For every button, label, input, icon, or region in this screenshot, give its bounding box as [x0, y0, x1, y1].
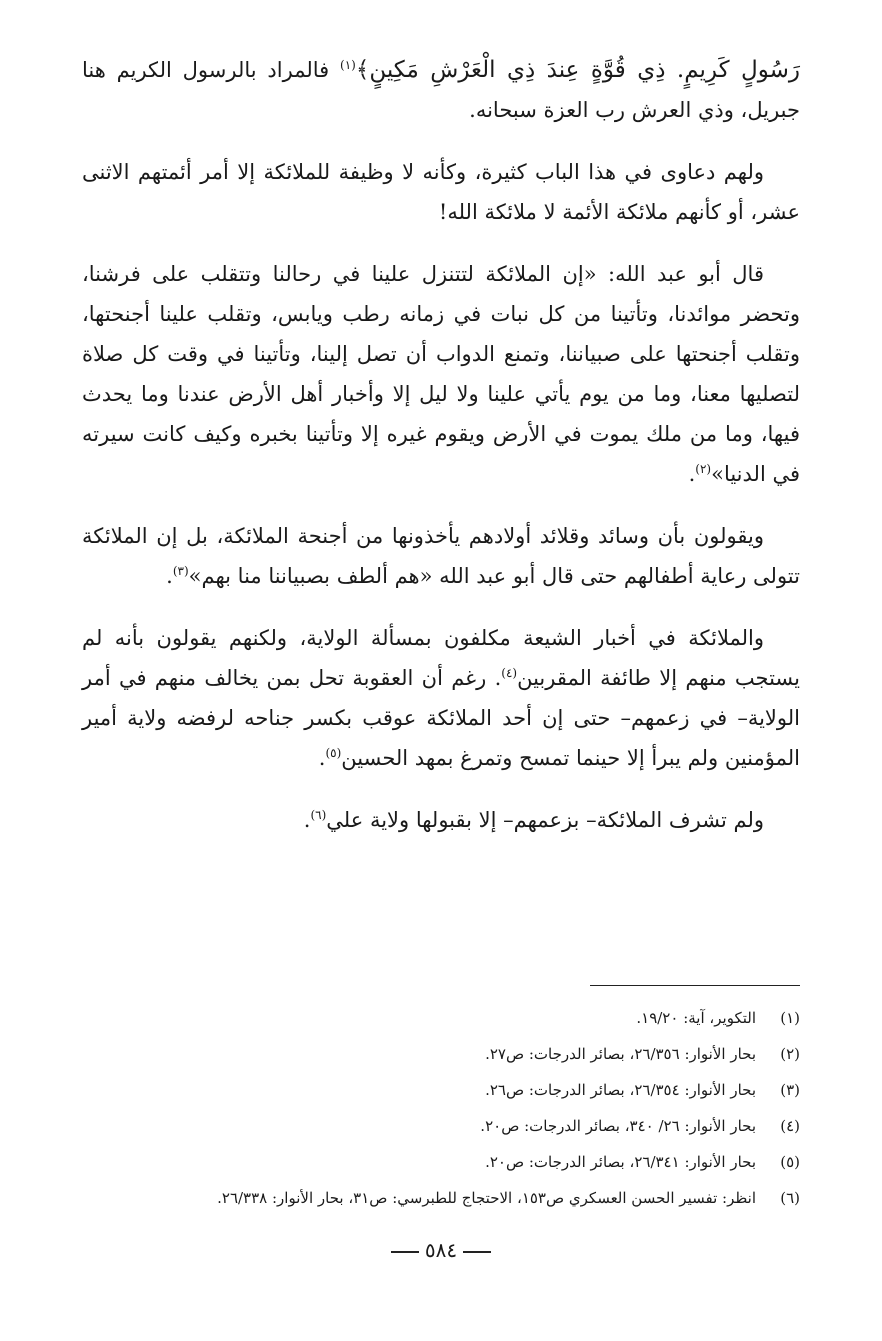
footnote-number: (٤)	[780, 1117, 800, 1135]
paragraph-4-end: .	[166, 564, 173, 588]
footnote-number: (٥)	[780, 1153, 800, 1171]
paragraph-2: ولهم دعاوى في هذا الباب كثيرة، وكأنه لا وظيفة للملائكة إلا أمر أئمتهم الاثنى عشر، أو كأنهم ملائكة الأئمة لا ملائكة الله!	[82, 160, 800, 224]
page-number-value: ٥٨٤	[424, 1238, 458, 1262]
paragraph-6	[82, 800, 800, 840]
footnote-number: (٦)	[780, 1189, 800, 1207]
footnote-6	[82, 1180, 800, 1216]
footnote-text: بحار الأنوار: ٢٦/٣٥٦، بصائر الدرجات: ص٢٧.	[485, 1045, 756, 1063]
footnote-text: انظر: تفسير الحسن العسكري ص١٥٣، الاحتجاج للطبرسي: ص٣١، بحار الأنوار: ٢٦/٣٣٨.	[217, 1189, 756, 1207]
paragraph-6-end: .	[303, 808, 311, 832]
page-number-dash-left	[391, 1251, 419, 1253]
paragraph-4-text: ويقولون بأن وسائد وقلائد أولادهم يأخذونها من أجنحة الملائكة، بل إن الملائكة تتولى رعاية أطفالهم حتى قال أبو عبد الله «هم ألطف بصبياننا منا بهم»	[82, 524, 800, 588]
paragraph-3	[82, 254, 800, 494]
paragraph-3-end: .	[688, 462, 696, 486]
paragraph-5-text-a: والملائكة في أخبار الشيعة مكلفون بمسألة الولاية، ولكنهم يقولون بأنه لم يستجب منهم إلا طائفة المقربين	[82, 626, 800, 690]
footnote-ref-4: (٤)	[501, 666, 518, 680]
paragraph-6-text: ولم تشرف الملائكة– بزعمهم– إلا بقبولها ولاية علي	[326, 808, 764, 832]
footnotes	[82, 1000, 800, 1216]
footnote-4	[82, 1108, 800, 1144]
paragraph-5-end: .	[318, 746, 326, 770]
footnote-separator	[590, 985, 800, 986]
footnote-number: (٣)	[780, 1081, 800, 1099]
footnote-3	[82, 1072, 800, 1108]
footnote-number: (١)	[780, 1009, 800, 1027]
page-number-dash-right	[463, 1251, 491, 1253]
page-number	[0, 1238, 882, 1262]
paragraph-5-text-b: . رغم أن العقوبة تحل بمن يخالف منهم في أمر الولاية– في زعمهم– حتى إن أحد الملائكة عوقب بكسر جناحه لرفضه ولاية أمير المؤمنين ولم يبرأ إلا حينما تمسح وتمرغ بمهد الحسين	[82, 666, 800, 770]
footnote-text: بحار الأنوار: ٢٦/٣٥٤، بصائر الدرجات: ص٢٦.	[485, 1081, 756, 1099]
footnote-ref-3: (٣)	[172, 564, 189, 578]
paragraph-1-text: فالمراد بالرسول الكريم هنا جبريل، وذي العرش رب العزة سبحانه.	[82, 58, 800, 122]
footnote-text: التكوير، آية: ١٩/٢٠.	[636, 1009, 756, 1027]
paragraph-3-text: قال أبو عبد الله: «إن الملائكة لتتنزل علينا في رحالنا وتتقلب على فرشنا، وتحضر موائدنا، وتأتينا من كل نبات في زمانه رطب ويابس، وتقلب علينا أجنحتها، وتقلب أجنحتها على صبياننا، وتمنع الدواب أن تصل إلينا، وتأتينا في وقت كل صلاة لتصليها معنا، وما من يوم يأتي علينا ولا ليل إلا وأخبار أهل الأرض عندنا وما يحدث فيها، وما من ملك يموت في الأرض ويقوم غيره إلا وتأتينا بخبره وكيف كانت سيرته في الدنيا»	[82, 262, 800, 486]
footnote-ref-6: (٦)	[310, 808, 327, 822]
footnote-1	[82, 1000, 800, 1036]
paragraph-4	[82, 516, 800, 596]
quran-verse: رَسُولٍ كَرِيمٍ. ذِي قُوَّةٍ عِندَ ذِي الْعَرْشِ مَكِينٍ﴾	[355, 57, 800, 83]
footnote-text: بحار الأنوار: ٢٦/٣٤١، بصائر الدرجات: ص٢٠.	[485, 1153, 756, 1171]
footnote-ref-1: (١)	[340, 58, 356, 72]
footnote-ref-5: (٥)	[325, 746, 342, 760]
footnote-number: (٢)	[780, 1045, 800, 1063]
main-text	[82, 50, 800, 862]
footnote-5	[82, 1144, 800, 1180]
footnote-2	[82, 1036, 800, 1072]
footnote-text: بحار الأنوار: ٢٦/ ٣٤٠، بصائر الدرجات: ص٢٠.	[480, 1117, 756, 1135]
paragraph-1	[82, 50, 800, 130]
footnote-ref-2: (٢)	[695, 462, 712, 476]
paragraph-5	[82, 618, 800, 778]
